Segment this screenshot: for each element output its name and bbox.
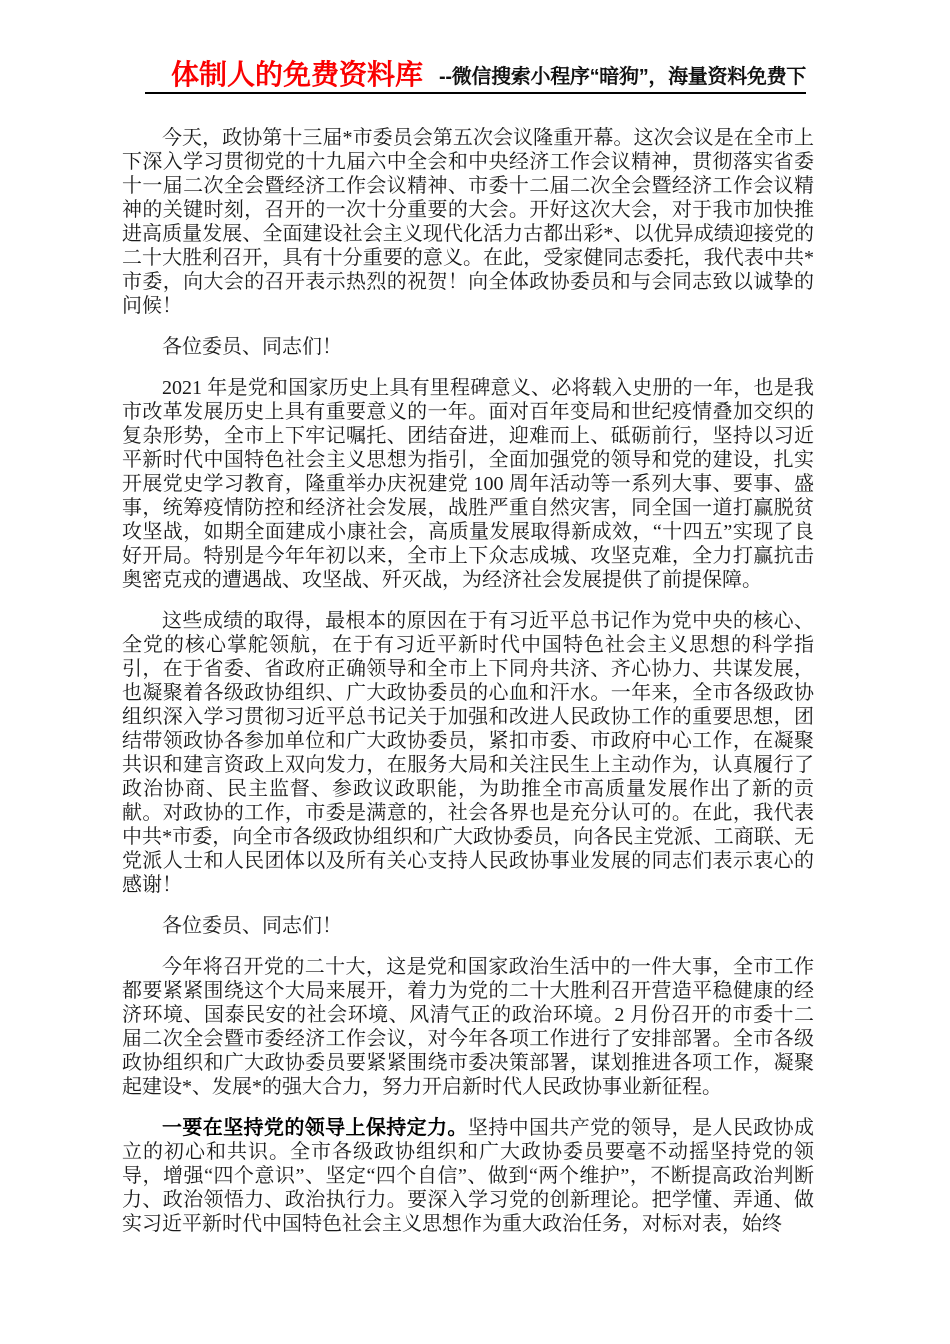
paragraph-greeting: 各位委员、同志们！ — [162, 336, 342, 358]
paragraph-2021-review: 2021 年是党和国家历史上具有里程碑意义、必将载入史册的一年，也是我市改革发展历史上具有重要意义的一年。面对百年变局和世纪疫情叠加交织的复杂形势，全市上下牢记嘱托、团结奋进，迎难而上、砥砺前行，坚持以习近平新时代中国特色社会主义思想为指引，全面加强党的领导和党的建设，扎实开展党史学习教育，隆重举办庆祝建党 100 周年活动等一系列大事、要事、盛事，统筹疫情防控和经济社会发展，战胜严重自然灾害，同全国一道打赢脱贫攻坚战，如期全面建成小康社会，高质量发展取得新成效，“十四五”实现了良好开局。特别是今年年初以来，全市上下众志成城、攻坚克难，全力打赢抗击奥密克戎的遭遇战、攻坚战、歼灭战，为经济社会发展提供了前提保障。 — [122, 377, 814, 591]
paragraph-point-one-text: 坚持中国共产党的领导，是人民政协成立的初心和共识。全市各级政协组织和广大政协委员要毫不动摇坚持党的领导，增强“四个意识”、坚定“四个自信”、做到“两个维护”，不断提高政治判断力、政治领悟力、政治执行力。要深入学习党的创新理论。把学懂、弄通、做实习近平新时代中国特色社会主义思想作为重大政治任务，对标对表，始终 — [122, 1117, 815, 1235]
paragraph-greeting: 各位委员、同志们！ — [162, 915, 342, 937]
paragraph-achievements: 这些成绩的取得，最根本的原因在于有习近平总书记作为党中央的核心、全党的核心掌舵领航，在于有习近平新时代中国特色社会主义思想的科学指引，在于省委、省政府正确领导和全市上下同舟共济、齐心协力、共谋发展，也凝聚着各级政协组织、广大政协委员的心血和汗水。一年来，全市各级政协组织深入学习贯彻习近平总书记关于加强和改进人民政协工作的重要思想，团结带领政协各参加单位和广大政协委员，紧扣市委、市政府中心工作，在凝聚共识和建言资政上双向发力，在服务大局和关注民生上主动作为，认真履行了政治协商、民主监督、参政议政职能，为助推全市高质量发展作出了新的贡献。对政协的工作，市委是满意的，社会各界也是充分认可的。在此，我代表中共*市委，向全市各级政协组织和广大政协委员，向各民主党派、工商联、无党派人士和人民团体以及所有关心支持人民政协事业发展的同志们表示衷心的感谢！ — [122, 610, 814, 896]
header — [145, 60, 806, 94]
brand-tagline: --微信搜索小程序“暗狗”，海量资料免费下 — [438, 66, 806, 89]
paragraph-bold-lead: 一要在坚持党的领导上保持定力。 — [162, 1117, 468, 1139]
document-body — [122, 126, 814, 1253]
paragraph-outlook: 今年将召开党的二十大，这是党和国家政治生活中的一件大事，全市工作都要紧紧围绕这个大局来展开，着力为党的二十大胜利召开营造平稳健康的经济环境、国泰民安的社会环境、风清气正的政治环境。2 月份召开的市委十二届二次全会暨市委经济工作会议，对今年各项工作进行了安排部署。全市各级政协组织和广大政协委员要紧紧围绕市委决策部署，谋划推进各项工作，凝聚起建设*、发展*的强大合力，努力开启新时代人民政协事业新征程。 — [122, 956, 814, 1098]
brand-title: 体制人的免费资料库 — [171, 59, 424, 90]
paragraph-opening: 今天，政协第十三届*市委员会第五次会议隆重开幕。这次会议是在全市上下深入学习贯彻党的十九届六中全会和中央经济工作会议精神，贯彻落实省委十一届二次全会暨经济工作会议精神、市委十二届二次全会暨经济工作会议精神的关键时刻，召开的一次十分重要的大会。开好这次大会，对于我市加快推进高质量发展、全面建设社会主义现代化活力古都出彩*、以优异成绩迎接党的二十大胜利召开，具有十分重要的意义。在此，受家健同志委托，我代表中共*市委，向大会的召开表示热烈的祝贺！向全体政协委员和与会同志致以诚挚的问候！ — [122, 127, 814, 317]
paragraph-point-one — [122, 1116, 814, 1236]
